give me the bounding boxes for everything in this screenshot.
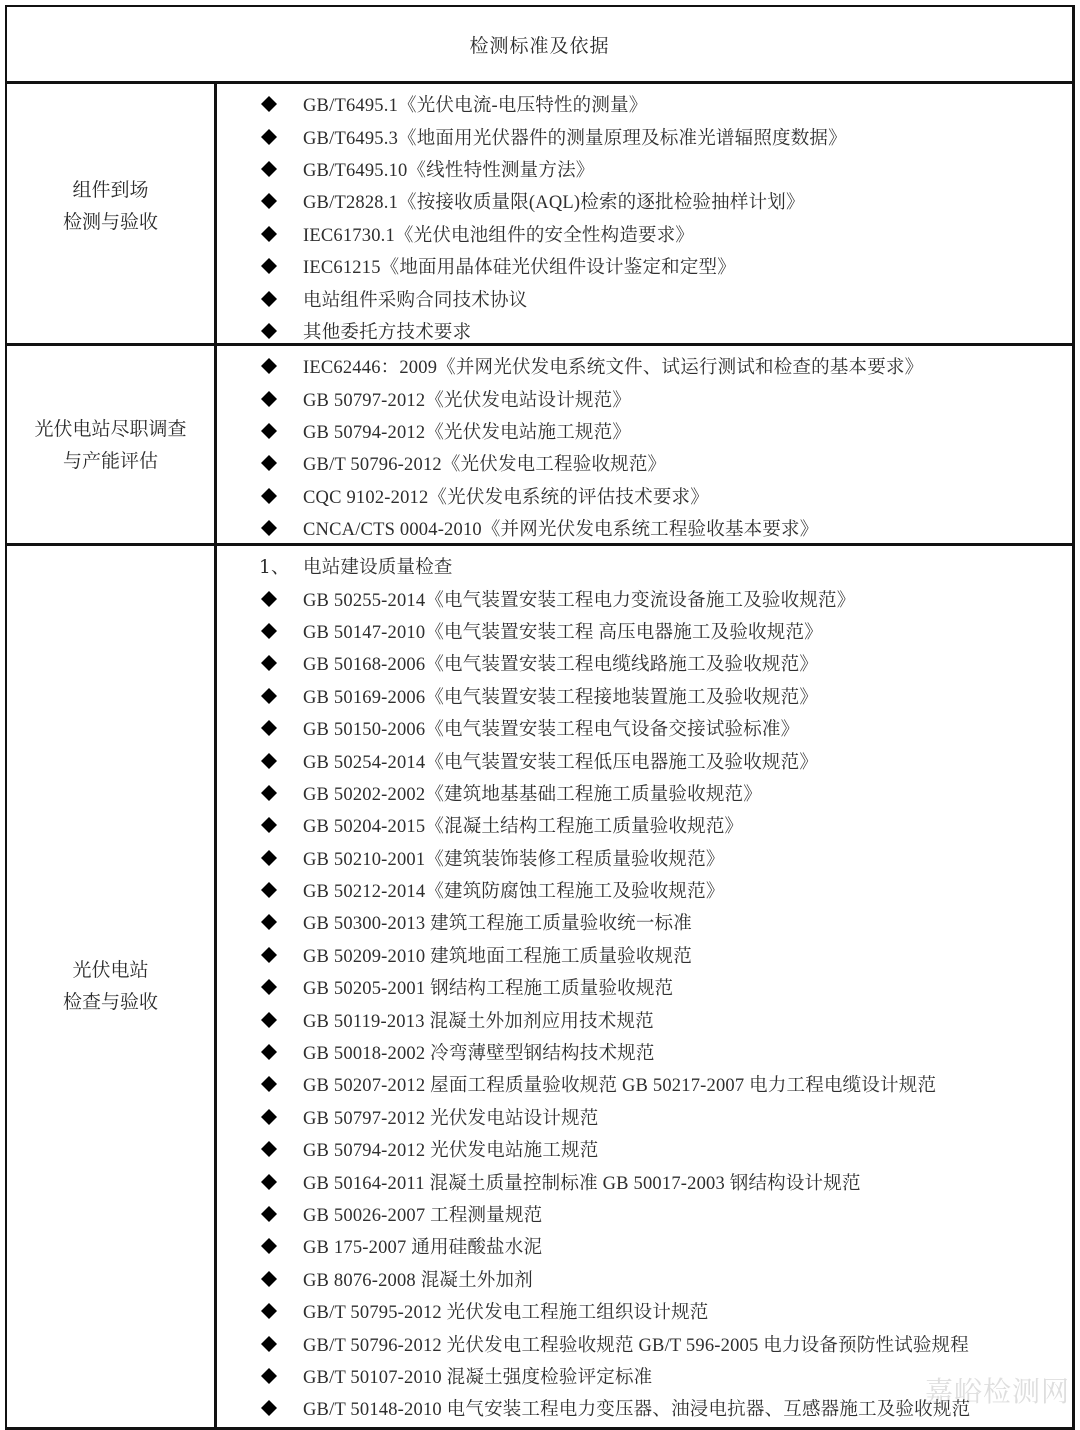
list-item: GB 50119-2013 混凝土外加剂应用技术规范	[217, 1003, 1072, 1035]
list-item: 电站组件采购合同技术协议	[217, 282, 1072, 314]
list-item: GB 50797-2012《光伏发电站设计规范》	[217, 382, 1072, 414]
section-module-acceptance	[7, 84, 1072, 346]
list-item: GB 50018-2002 冷弯薄壁型钢结构技术规范	[217, 1036, 1072, 1068]
diamond-bullet-icon	[260, 1302, 278, 1320]
list-item: GB 50255-2014《电气装置安装工程电力变流设备施工及验收规范》	[217, 582, 1072, 614]
diamond-bullet-icon	[260, 454, 278, 472]
section-label-line: 与产能评估	[62, 449, 158, 472]
watermark: 嘉峪检测网	[924, 1375, 1070, 1408]
list-item: GB 50210-2001《建筑装饰装修工程质量验收规范》	[217, 842, 1072, 874]
list-item: GB 50168-2006《电气装置安装工程电缆线路施工及验收规范》	[217, 647, 1072, 679]
section-plant-inspection	[7, 546, 1072, 1427]
list-item: GB/T6495.10《线性特性测量方法》	[217, 153, 1072, 185]
diamond-bullet-icon	[260, 128, 278, 146]
diamond-bullet-icon	[260, 1011, 278, 1029]
diamond-bullet-icon	[260, 160, 278, 178]
list-item: GB 50169-2006《电气装置安装工程接地装置施工及验收规范》	[217, 680, 1072, 712]
diamond-bullet-icon	[260, 357, 278, 375]
standards-list	[217, 546, 1072, 1427]
list-item: GB 50254-2014《电气装置安装工程低压电器施工及验收规范》	[217, 744, 1072, 776]
diamond-bullet-icon	[260, 946, 278, 964]
diamond-bullet-icon	[260, 1399, 278, 1417]
section-label	[7, 346, 217, 543]
subheading-number: 1、	[259, 557, 290, 579]
list-item: GB 50204-2015《混凝土结构工程施工质量验收规范》	[217, 809, 1072, 841]
diamond-bullet-icon	[260, 978, 278, 996]
diamond-bullet-icon	[260, 1237, 278, 1255]
diamond-bullet-icon	[260, 719, 278, 737]
list-item: 其他委托方技术要求	[217, 315, 1072, 347]
diamond-bullet-icon	[260, 849, 278, 867]
list-item: GB 50026-2007 工程测量规范	[217, 1198, 1072, 1230]
diamond-bullet-icon	[260, 1335, 278, 1353]
list-item: GB 50209-2010 建筑地面工程施工质量验收规范	[217, 939, 1072, 971]
list-item: GB 50794-2012《光伏发电站施工规范》	[217, 415, 1072, 447]
list-item: GB/T 50796-2012 光伏发电工程验收规范 GB/T 596-2005 电力设备预防性试验规程	[217, 1327, 1072, 1359]
diamond-bullet-icon	[260, 590, 278, 608]
diamond-bullet-icon	[260, 1043, 278, 1061]
diamond-bullet-icon	[260, 622, 278, 640]
diamond-bullet-icon	[260, 95, 278, 113]
list-item: GB 50164-2011 混凝土质量控制标准 GB 50017-2003 钢结构设计规范	[217, 1165, 1072, 1197]
diamond-bullet-icon	[260, 881, 278, 899]
list-item: GB 50797-2012 光伏发电站设计规范	[217, 1101, 1072, 1133]
list-item: GB/T 50795-2012 光伏发电工程施工组织设计规范	[217, 1295, 1072, 1327]
diamond-bullet-icon	[260, 257, 278, 275]
list-item: GB 8076-2008 混凝土外加剂	[217, 1263, 1072, 1295]
diamond-bullet-icon	[260, 1173, 278, 1191]
diamond-bullet-icon	[260, 1140, 278, 1158]
diamond-bullet-icon	[260, 1108, 278, 1126]
diamond-bullet-icon	[260, 687, 278, 705]
list-item: IEC61730.1《光伏电池组件的安全性构造要求》	[217, 218, 1072, 250]
list-item: GB/T6495.3《地面用光伏器件的测量原理及标准光谱辐照度数据》	[217, 120, 1072, 152]
list-item: GB/T 50107-2010 混凝土强度检验评定标准	[217, 1360, 1072, 1392]
list-item: GB 50147-2010《电气装置安装工程 高压电器施工及验收规范》	[217, 615, 1072, 647]
section-label-line: 检测与验收	[62, 211, 158, 233]
section-label	[7, 546, 217, 1427]
list-item: GB/T6495.1《光伏电流-电压特性的测量》	[217, 88, 1072, 120]
diamond-bullet-icon	[260, 422, 278, 440]
list-item: GB/T2828.1《按接收质量限(AQL)检索的逐批检验抽样计划》	[217, 185, 1072, 217]
list-item: GB 50150-2006《电气装置安装工程电气设备交接试验标准》	[217, 712, 1072, 744]
section-label-line: 检查与验收	[62, 991, 158, 1014]
section-label-line: 光伏电站	[72, 959, 149, 982]
table-title: 检测标准及依据	[7, 7, 1072, 84]
section-label-line: 光伏电站尽职调查	[34, 417, 187, 440]
list-item: IEC61215《地面用晶体硅光伏组件设计鉴定和定型》	[217, 250, 1072, 282]
diamond-bullet-icon	[260, 390, 278, 408]
diamond-bullet-icon	[260, 1270, 278, 1288]
diamond-bullet-icon	[260, 1205, 278, 1223]
list-item: GB/T 50148-2010 电气安装工程电力变压器、油浸电抗器、互感器施工及验收规范	[217, 1392, 1072, 1424]
list-item: GB/T 50796-2012《光伏发电工程验收规范》	[217, 447, 1072, 479]
diamond-bullet-icon	[260, 192, 278, 210]
list-item: GB 50794-2012 光伏发电站施工规范	[217, 1133, 1072, 1165]
diamond-bullet-icon	[260, 913, 278, 931]
list-item: GB 50300-2013 建筑工程施工质量验收统一标准	[217, 906, 1072, 938]
standards-table	[5, 5, 1075, 1430]
section-due-diligence	[7, 346, 1072, 546]
diamond-bullet-icon	[260, 225, 278, 243]
diamond-bullet-icon	[260, 752, 278, 770]
list-item: CNCA/CTS 0004-2010《并网光伏发电系统工程验收基本要求》	[217, 512, 1072, 544]
diamond-bullet-icon	[260, 322, 278, 340]
list-item: GB 50212-2014《建筑防腐蚀工程施工及验收规范》	[217, 874, 1072, 906]
diamond-bullet-icon	[260, 1367, 278, 1385]
list-item: GB 50207-2012 屋面工程质量验收规范 GB 50217-2007 电力工程电缆设计规范	[217, 1068, 1072, 1100]
list-item: GB 50205-2001 钢结构工程施工质量验收规范	[217, 971, 1072, 1003]
diamond-bullet-icon	[260, 654, 278, 672]
section-label-line: 组件到场	[72, 179, 149, 201]
subheading	[217, 550, 1072, 582]
diamond-bullet-icon	[260, 519, 278, 537]
list-item: GB 50202-2002《建筑地基基础工程施工质量验收规范》	[217, 777, 1072, 809]
diamond-bullet-icon	[260, 290, 278, 308]
diamond-bullet-icon	[260, 784, 278, 802]
diamond-bullet-icon	[260, 487, 278, 505]
list-item: IEC62446：2009《并网光伏发电系统文件、试运行测试和检查的基本要求》	[217, 350, 1072, 382]
diamond-bullet-icon	[260, 1075, 278, 1093]
standards-list	[217, 346, 1072, 543]
list-item: GB 175-2007 通用硅酸盐水泥	[217, 1230, 1072, 1262]
list-item: CQC 9102-2012《光伏发电系统的评估技术要求》	[217, 480, 1072, 512]
section-label	[7, 84, 217, 343]
subheading-text: 电站建设质量检查	[303, 558, 453, 579]
diamond-bullet-icon	[260, 816, 278, 834]
standards-list	[217, 84, 1072, 343]
